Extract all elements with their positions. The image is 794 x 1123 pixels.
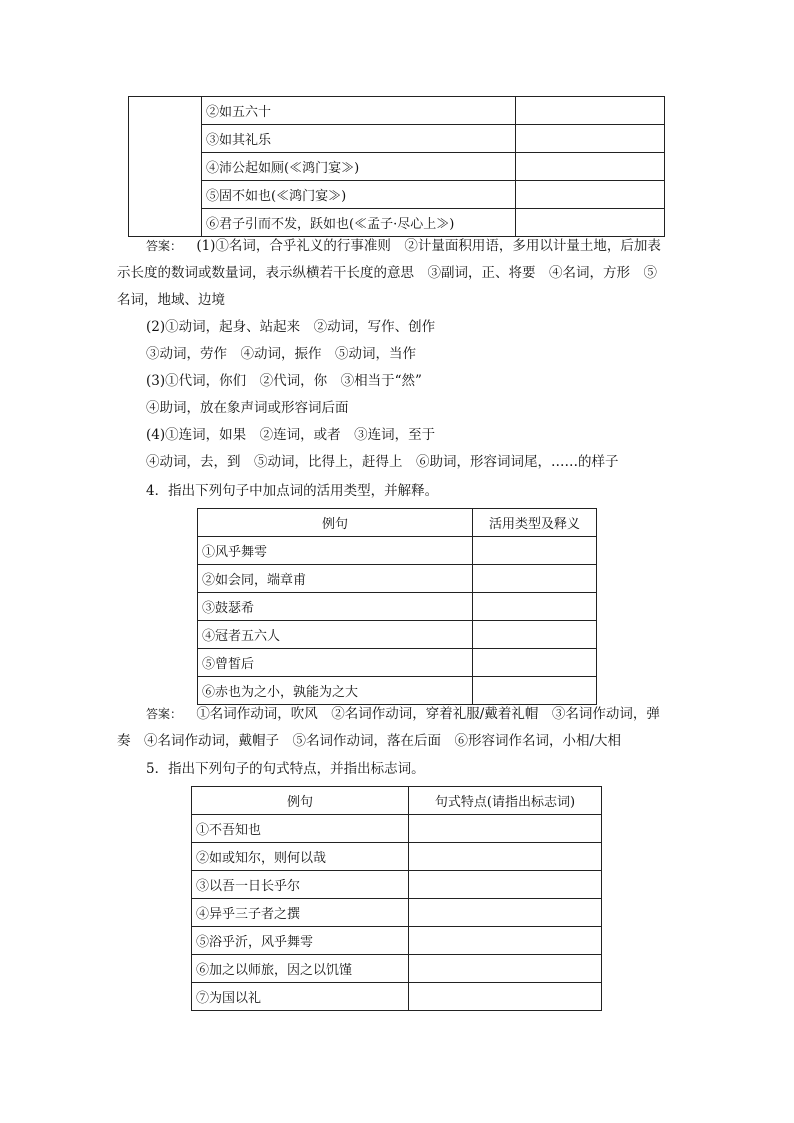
table-row: [129, 153, 665, 181]
word-usage-table-continued: [128, 96, 665, 237]
answer-cell: [516, 125, 665, 153]
table-cell: ①不吾知也: [192, 815, 409, 843]
table-header-row: [198, 509, 597, 537]
table-cell: ③鼓瑟希: [198, 593, 473, 621]
table-cell: ⑦为国以礼: [192, 983, 409, 1011]
table-cell: ②如会同，端章甫: [198, 565, 473, 593]
table-row: [198, 621, 597, 649]
answer-cell: [516, 97, 665, 125]
answer-text: (1)①名词，合乎礼义的行事准则 ②计量面积用语，多用以计量土地，后加表: [196, 238, 661, 254]
table-cell: ⑤曾皙后: [198, 649, 473, 677]
answer-line: 示长度的数词或数量词，表示纵横若干长度的意思 ③副词，正、将要 ④名词，方形 ⑤: [117, 265, 657, 281]
answer-cell: [409, 983, 602, 1011]
table-cell: ④冠者五六人: [198, 621, 473, 649]
answer-line: ④助词，放在象声词或形容词后面: [146, 400, 349, 416]
table-cell: ④沛公起如厕(≪鸿门宴≫): [202, 153, 516, 181]
table-row: [129, 97, 665, 125]
question-4-title: 4．指出下列句子中加点词的活用类型，并解释。: [146, 483, 439, 499]
answer-line: ④动词，去，到 ⑤动词，比得上，赶得上 ⑥助词，形容词词尾，……的样子: [146, 454, 619, 470]
table-cell: ⑥赤也为之小，孰能为之大: [198, 677, 473, 705]
table-row: [192, 815, 602, 843]
table-row: [192, 871, 602, 899]
table-cell: ③如其礼乐: [202, 125, 516, 153]
answer-line: (2)①动词，起身、站起来 ②动词，写作、创作: [146, 319, 436, 335]
answer-cell: [473, 565, 597, 593]
answer-cell: [409, 815, 602, 843]
table-cell: ⑥加之以师旅，因之以饥馑: [192, 955, 409, 983]
answer-line: 奏 ④名词作动词，戴帽子 ⑤名词作动词，落在后面 ⑥形容词作名词，小相/大相: [117, 733, 622, 749]
q5-table: [191, 786, 602, 1011]
table-cell: ①风乎舞雩: [198, 537, 473, 565]
answer-cell: [409, 899, 602, 927]
table-row: [198, 565, 597, 593]
answer-cell: [516, 209, 665, 237]
answer-text: ①名词作动词，吹风 ②名词作动词，穿着礼服/戴着礼帽 ③名词作动词，弹: [196, 706, 660, 722]
table-row: [129, 181, 665, 209]
table-row: [129, 125, 665, 153]
table-header-row: [192, 787, 602, 815]
table-cell: ④异乎三子者之撰: [192, 899, 409, 927]
answer-line: ③动词，劳作 ④动词，振作 ⑤动词，当作: [146, 346, 416, 362]
answer-line: [146, 236, 661, 256]
table-cell: ⑥君子引而不发，跃如也(≪孟子·尽心上≫): [202, 209, 516, 237]
column-header: 例句: [198, 509, 473, 537]
answer-cell: [409, 843, 602, 871]
answer-cell: [516, 153, 665, 181]
table-row: [192, 899, 602, 927]
answer-cell: [473, 621, 597, 649]
table-row: [198, 677, 597, 705]
column-header: 句式特点(请指出标志词): [409, 787, 602, 815]
table-row: [192, 983, 602, 1011]
table-row: [129, 209, 665, 237]
table-row: [198, 593, 597, 621]
answer-cell: [473, 677, 597, 705]
table-cell: ②如五六十: [202, 97, 516, 125]
merged-cell: [129, 97, 202, 237]
table-cell: ⑤浴乎沂，风乎舞雩: [192, 927, 409, 955]
answer-cell: [409, 871, 602, 899]
answer-cell: [409, 955, 602, 983]
answer-line: [146, 704, 660, 724]
answer-line: 名词，地域、边境: [117, 292, 225, 308]
answer-cell: [473, 537, 597, 565]
question-5-title: 5．指出下列句子的句式特点，并指出标志词。: [146, 761, 425, 777]
table-cell: ③以吾一日长乎尔: [192, 871, 409, 899]
answer-cell: [473, 649, 597, 677]
q4-table: [197, 508, 597, 705]
table-row: [192, 927, 602, 955]
table-row: [192, 955, 602, 983]
column-header: 例句: [192, 787, 409, 815]
table-row: [198, 649, 597, 677]
answer-cell: [473, 593, 597, 621]
table-cell: ②如或知尔，则何以哉: [192, 843, 409, 871]
answer-cell: [409, 927, 602, 955]
table-row: [192, 843, 602, 871]
answer-cell: [516, 181, 665, 209]
answer-line: (4)①连词，如果 ②连词，或者 ③连词，至于: [146, 427, 436, 443]
answer-label: 答案：: [146, 707, 183, 721]
answer-label: 答案：: [146, 239, 183, 253]
table-cell: ⑤固不如也(≪鸿门宴≫): [202, 181, 516, 209]
column-header: 活用类型及释义: [473, 509, 597, 537]
table-row: [198, 537, 597, 565]
answer-line: (3)①代词，你们 ②代词，你 ③相当于“然”: [146, 373, 422, 389]
